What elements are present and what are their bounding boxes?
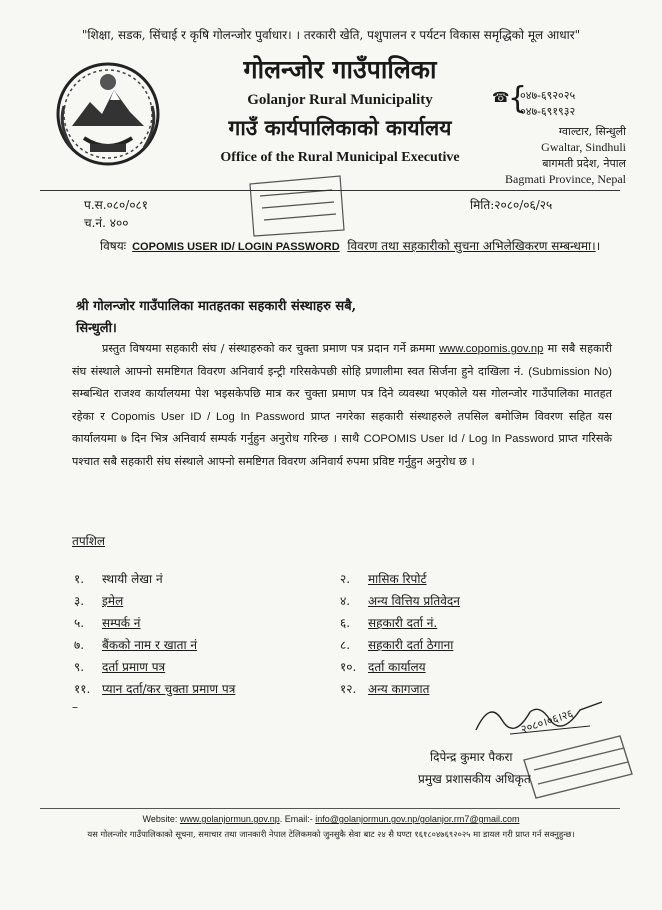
addressee-line-1: श्री गोलन्जोर गाउँपालिका मातहतका सहकारी संस्थाहरु सबै, <box>76 299 357 314</box>
email-label: . Email:- <box>279 814 313 824</box>
list-item: ६. सहकारी दर्ता नं. <box>340 616 438 630</box>
list-item: ४. अन्य वित्तिय प्रतिवेदन <box>340 594 460 608</box>
footer-notice: यस गोलन्जोर गाउँपालिकाको सूचना, समाचार तथा जानकारी नेपाल टेलिकमको जुनसुकै सेवा बाट २४ सै घण्टा १६१८०४७६९२०२५ मा डायल गरी प्राप्त गर्न सक्नुहुन्छ। <box>87 829 575 839</box>
phone-number: ०४७-६९१९३२ <box>520 105 576 118</box>
body-copomis-id: Copomis User ID / Log In Password <box>110 410 305 423</box>
footer-divider <box>40 808 620 809</box>
address-en-2: Bagmati Province, Nepal <box>505 172 626 186</box>
body-text: प्राप्त नगरेका सहकारी संस्थाहरुले तपसिल बमोजिम विवरण सहित यस कार्यालयमा ७ दिन भित्र अनिवार्य सम्पर्क गर्नुहुन अनुरोध गरिन्छ । साथै <box>72 409 612 446</box>
office-name-en: Office of the Rural Municipal Executive <box>220 150 460 165</box>
list-item: ३. इमेल <box>74 594 124 608</box>
subject-np: विवरण तथा सहकारीको सुचना अभिलेखिकरण सम्बन्धमा। <box>347 239 596 253</box>
office-stamp <box>240 174 352 238</box>
website-link[interactable]: www.golanjormun.gov.np <box>179 814 280 824</box>
org-name-np: गोलन्जोर गाउँपालिका <box>243 55 437 84</box>
phone-number: ०४७-६९२०२५ <box>520 89 576 102</box>
body-text: प्रस्तुत विषयमा सहकारी संघ / संस्थाहरुको कर चुक्ता प्रमाण पत्र प्रदान गर्ने क्रममा <box>102 342 435 355</box>
org-name-en: Golanjor Rural Municipality <box>247 92 433 108</box>
footer-contact <box>0 814 662 824</box>
address-np-1: ग्वाल्टार, सिन्धुली <box>558 125 626 138</box>
signature-date: २०८०।०६।२६ <box>519 706 575 737</box>
list-item: २. मासिक रिपोर्ट <box>340 572 427 586</box>
annex-title: तपशिल <box>72 534 106 548</box>
reference-number: प.स.०८०/०८१ <box>84 198 149 212</box>
email-link[interactable]: info@golanjormun.gov.np/golanjor.rm7@gmail.com <box>315 814 520 824</box>
signer-name: दिपेन्द्र कुमार पैकरा <box>430 750 513 764</box>
list-item: १०. दर्ता कार्यालय <box>340 660 426 674</box>
website-label: Website: <box>142 814 178 824</box>
list-item: ५. सम्पर्क नं <box>74 616 141 630</box>
list-item: ११. प्यान दर्ता/कर चुक्ता प्रमाण पत्र <box>74 682 236 696</box>
addressee <box>76 296 356 340</box>
subject-end: । <box>595 239 601 253</box>
list-item: ९. दर्ता प्रमाण पत्र <box>74 660 166 674</box>
body-text: सम्बन्धित राजश्व कार्यालयमा पेश भइसकेपछि मात्र कर चुक्ता प्रमाण पत्र दिने व्यवस्था भएकोले यस गोलन्जोर गाउँपालिका मातहत रहेका र <box>72 387 612 423</box>
body-copomis-id-2: COPOMIS User Id / Log In Password <box>363 433 554 446</box>
list-item: ८. सहकारी दर्ता ठेगाना <box>340 638 454 652</box>
letter-body <box>72 338 612 474</box>
list-item: १२. अन्य कागजात <box>340 682 430 696</box>
list-end-dash: – <box>72 700 78 714</box>
header-motto: "शिक्षा, सडक, सिंचाई र कृषि गोलन्जोर पुर्वाधार। । तरकारी खेति, पशुपालन र पर्यटन विकास समृद्धिको मूल आधार" <box>81 28 581 42</box>
dispatch-number: च.नं. ४०० <box>84 216 129 230</box>
nepal-emblem-icon <box>54 56 162 172</box>
body-website-link[interactable]: www.copomis.gov.np <box>439 343 544 355</box>
subject-label: विषयः <box>100 239 127 253</box>
signer-stamp <box>520 734 636 800</box>
addressee-line-2: सिन्धुली। <box>76 321 117 336</box>
list-item: १. स्थायी लेखा नं <box>74 572 163 586</box>
signer-title: प्रमुख प्रशासकीय अधिकृत <box>418 772 531 786</box>
office-name-np: गाउँ कार्यपालिकाको कार्यालय <box>228 115 452 140</box>
letter-date: मिति:२०८०/०६/२५ <box>470 198 553 212</box>
phone-brace: { <box>508 81 528 116</box>
body-text: प्राप्त गरिसके पश्चात सबै सहकारी संघ संस्थाले आफ्नो समष्टिगत विवरण अनिवार्य रुपमा प्रविष्ट गर्नुहुन अनुरोध छ । <box>72 432 613 468</box>
phone-icon: ☎ <box>492 90 510 106</box>
address-np-2: बागमती प्रदेश, नेपाल <box>542 157 626 170</box>
list-item: ७. बैंकको नाम र खाता नं <box>74 638 198 652</box>
subject-en: COPOMIS USER ID/ LOGIN PASSWORD <box>132 241 340 253</box>
body-text: मा सबै सहकारी संघ संस्थाले आफ्नो समष्टिगत विवरण अनिवार्य इन्ट्री गरिसकेपछी सोहि प्रणालीमा स्वत सिर्जना हुने दाखिला नं. <box>72 342 612 378</box>
body-submission: (Submission No) <box>528 365 612 378</box>
address-en-1: Gwaltar, Sindhuli <box>541 140 626 154</box>
letter-subject <box>100 236 620 258</box>
